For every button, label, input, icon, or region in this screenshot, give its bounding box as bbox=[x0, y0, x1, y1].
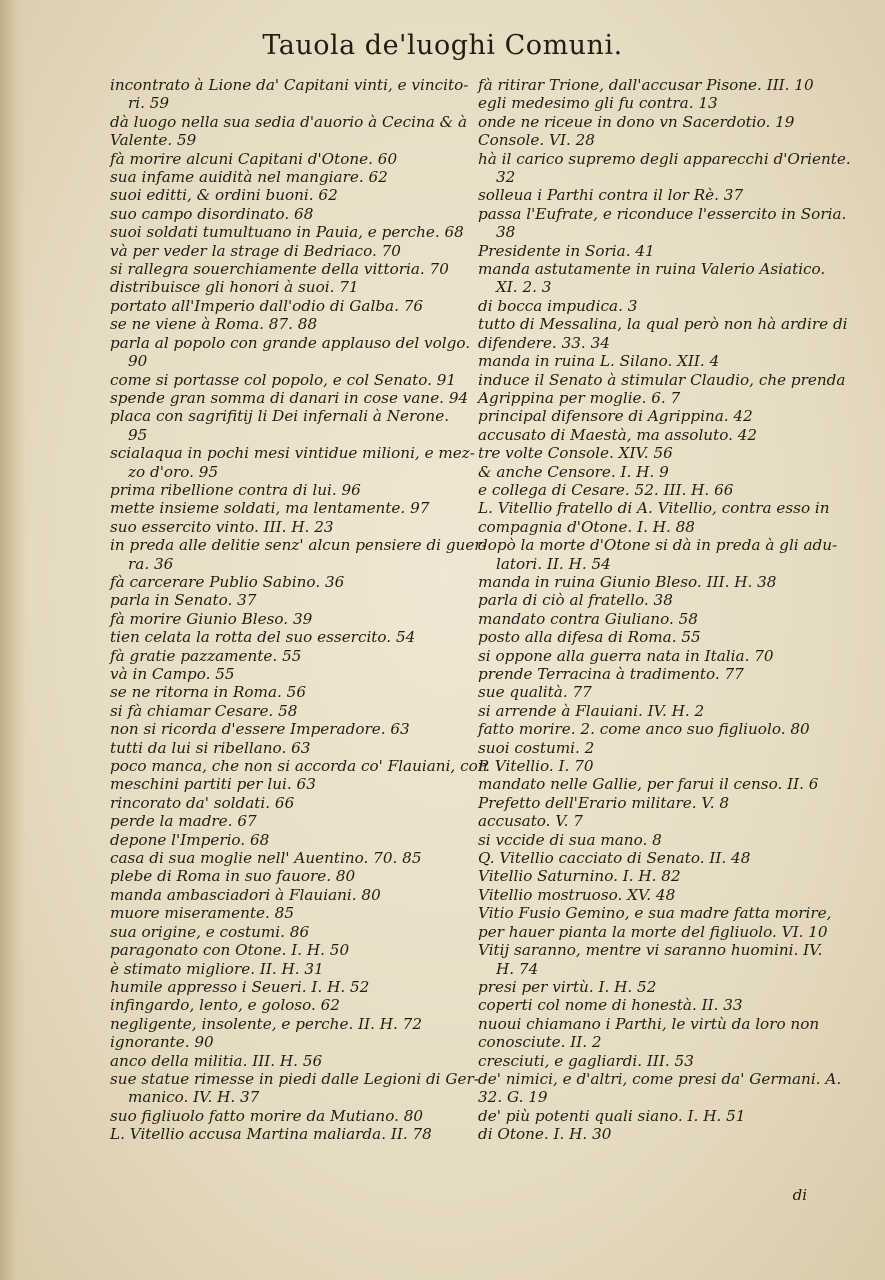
index-entry: XI. 2. 3 bbox=[496, 278, 552, 297]
index-entry: posto alla difesa di Roma. 55 bbox=[478, 628, 701, 647]
index-entry: incontrato à Lione da' Capitani vinti, e vincito- bbox=[110, 76, 469, 94]
index-entry: passa l'Eufrate, e riconduce l'essercito in Soria. bbox=[478, 204, 847, 223]
index-entry: suo essercito vinto. III. H. 23 bbox=[110, 517, 334, 536]
index-entry: manda astutamente in ruina Valerio Asiatico. bbox=[478, 260, 826, 279]
index-entry: manico. IV. H. 37 bbox=[128, 1088, 260, 1107]
index-entry: Vitio Fusio Gemino, e sua madre fatta morire, bbox=[478, 904, 832, 923]
index-entry: dopò la morte d'Otone si dà in preda à gli adu- bbox=[478, 536, 838, 555]
index-entry: conosciute. II. 2 bbox=[478, 1033, 602, 1052]
index-entry: si vccide di sua mano. 8 bbox=[478, 830, 662, 849]
index-entry: suoi editti, & ordini buoni. 62 bbox=[110, 186, 338, 205]
index-entry: Prefetto dell'Erario militare. V. 8 bbox=[478, 793, 730, 812]
index-entry: rincorato da' soldati. 66 bbox=[110, 793, 295, 812]
index-entry: de' più potenti quali siano. I. H. 51 bbox=[478, 1106, 746, 1125]
index-entry: và in Campo. 55 bbox=[110, 665, 235, 683]
index-entry: cresciuti, e gagliardi. III. 53 bbox=[478, 1051, 694, 1070]
index-entry: fà gratie pazzamente. 55 bbox=[110, 646, 302, 665]
page-title: Tauola de'luoghi Comuni. bbox=[262, 30, 623, 61]
index-entry: Valente. 59 bbox=[110, 131, 197, 150]
index-entry: di Otone. I. H. 30 bbox=[478, 1125, 612, 1144]
index-entry: L. Vitellio fratello di A. Vitellio, contra esso in bbox=[478, 499, 830, 518]
index-entry: accusato. V. 7 bbox=[478, 812, 583, 831]
index-entry: paragonato con Otone. I. H. 50 bbox=[110, 941, 350, 960]
index-entry: perde la madre. 67 bbox=[110, 812, 257, 831]
index-entry: presi per virtù. I. H. 52 bbox=[478, 977, 657, 996]
index-entry: suoi costumi. 2 bbox=[478, 738, 595, 757]
index-entry: parla di ciò al fratello. 38 bbox=[478, 591, 673, 610]
index-entry: infingardo, lento, e goloso. 62 bbox=[110, 996, 340, 1015]
index-entry: Q. Vitellio cacciato di Senato. II. 48 bbox=[478, 849, 751, 868]
index-entry: manda ambasciadori à Flauiani. 80 bbox=[110, 885, 381, 904]
index-entry: solleua i Parthi contra il lor Rè. 37 bbox=[478, 186, 744, 205]
index-column-left bbox=[110, 76, 490, 1144]
index-entry: 38 bbox=[496, 223, 516, 242]
index-entry: depone l'Imperio. 68 bbox=[110, 830, 270, 849]
index-entry: casa di sua moglie nell' Auentino. 70. 85 bbox=[110, 849, 422, 868]
index-entry: fà carcerare Publio Sabino. 36 bbox=[110, 572, 345, 591]
index-entry: ra. 36 bbox=[128, 554, 174, 573]
index-entry: humile appresso i Seueri. I. H. 52 bbox=[110, 977, 370, 996]
index-entry: induce il Senato à stimular Claudio, che prenda bbox=[478, 370, 846, 389]
index-entry: in preda alle delitie senz' alcun pensiere di guer- bbox=[110, 536, 487, 555]
index-entry: difendere. 33. 34 bbox=[478, 333, 610, 352]
index-entry: negligente, insolente, e perche. II. H. 72 bbox=[110, 1014, 422, 1033]
index-entry: anco della militia. III. H. 56 bbox=[110, 1051, 323, 1070]
index-entry: si arrende à Flauiani. IV. H. 2 bbox=[478, 701, 705, 720]
index-entry: ignorante. 90 bbox=[110, 1033, 214, 1052]
index-entry: non si ricorda d'essere Imperadore. 63 bbox=[110, 720, 410, 739]
index-entry: tre volte Console. XIV. 56 bbox=[478, 444, 673, 463]
index-entry: 90 bbox=[128, 352, 148, 371]
index-entry: 95 bbox=[128, 425, 148, 444]
index-entry: Presidente in Soria. 41 bbox=[478, 241, 655, 260]
index-entry: Vitij saranno, mentre vi saranno huomini. IV. bbox=[478, 941, 823, 960]
index-entry: come si portasse col popolo, e col Senato. 91 bbox=[110, 370, 457, 389]
index-entry: coperti col nome di honestà. II. 33 bbox=[478, 996, 743, 1015]
index-entry: ri. 59 bbox=[128, 94, 170, 113]
index-entry: prima ribellione contra di lui. 96 bbox=[110, 480, 361, 499]
index-entry: spende gran somma di danari in cose vane. 94 bbox=[110, 388, 469, 407]
index-entry: sue statue rimesse in piedi dalle Legioni di Ger- bbox=[110, 1069, 479, 1088]
index-entry: parla al popolo con grande applauso del volgo. bbox=[110, 333, 471, 352]
index-entry: mette insieme soldati, ma lentamente. 97 bbox=[110, 499, 430, 518]
index-entry: accusato di Maestà, ma assoluto. 42 bbox=[478, 425, 758, 444]
index-entry: 32. G. 19 bbox=[478, 1088, 548, 1107]
index-entry: muore miseramente. 85 bbox=[110, 904, 295, 923]
index-entry: manda in ruina L. Silano. XII. 4 bbox=[478, 352, 720, 371]
index-entry: si fà chiamar Cesare. 58 bbox=[110, 701, 298, 720]
index-entry: fà morire alcuni Capitani d'Otone. 60 bbox=[110, 149, 398, 168]
index-entry: compagnia d'Otone. I. H. 88 bbox=[478, 517, 695, 536]
index-entry: mandato contra Giuliano. 58 bbox=[478, 609, 698, 628]
index-entry: onde ne riceue in dono vn Sacerdotio. 19 bbox=[478, 112, 795, 131]
index-entry: di bocca impudica. 3 bbox=[478, 296, 638, 315]
index-entry: sue qualità. 77 bbox=[478, 683, 592, 702]
index-entry: suo campo disordinato. 68 bbox=[110, 204, 314, 223]
index-entry: per hauer pianta la morte del figliuolo. VI. 10 bbox=[478, 922, 828, 941]
index-entry: suoi soldati tumultuano in Pauia, e perche. 68 bbox=[110, 223, 464, 242]
index-entry: se ne ritorna in Roma. 56 bbox=[110, 683, 306, 702]
index-entry: tien celata la rotta del suo essercito. 54 bbox=[110, 628, 416, 647]
index-entry: fà morire Giunio Bleso. 39 bbox=[110, 609, 313, 628]
index-entry: egli medesimo gli fu contra. 13 bbox=[478, 94, 718, 113]
index-entry: tutto di Messalina, la qual però non hà ardire di bbox=[478, 315, 848, 334]
index-entry: poco manca, che non si accorda co' Flauiani, con bbox=[110, 757, 488, 776]
index-entry: Vitellio mostruoso. XV. 48 bbox=[478, 885, 676, 904]
index-entry: và per veder la strage di Bedriaco. 70 bbox=[110, 241, 401, 260]
index-entry: se ne viene à Roma. 87. 88 bbox=[110, 315, 318, 334]
index-entry: L. Vitellio accusa Martina maliarda. II. 78 bbox=[110, 1125, 432, 1144]
index-entry: distribuisce gli honori à suoi. 71 bbox=[110, 278, 359, 297]
index-entry: zo d'oro. 95 bbox=[128, 462, 219, 481]
index-entry: e collega di Cesare. 52. III. H. 66 bbox=[478, 480, 734, 499]
index-entry: si oppone alla guerra nata in Italia. 70 bbox=[478, 646, 774, 665]
index-entry: scialaqua in pochi mesi vintidue milioni, e mez- bbox=[110, 444, 475, 463]
index-entry: fatto morire. 2. come anco suo figliuolo. 80 bbox=[478, 720, 810, 739]
index-entry: principal difensore di Agrippina. 42 bbox=[478, 407, 753, 426]
catchword: di bbox=[792, 1186, 807, 1204]
index-entry: & anche Censore. I. H. 9 bbox=[478, 462, 669, 481]
index-column-right bbox=[478, 76, 851, 1144]
index-entry: plebe di Roma in suo fauore. 80 bbox=[110, 867, 356, 886]
index-entry: dà luogo nella sua sedia d'auorio à Cecina & à bbox=[110, 112, 468, 131]
index-entry: hà il carico supremo degli apparecchi d'Oriente. bbox=[478, 149, 851, 168]
index-entry: meschini partiti per lui. 63 bbox=[110, 775, 316, 794]
index-entry: parla in Senato. 37 bbox=[110, 591, 257, 610]
index-entry: fà ritirar Trione, dall'accusar Pisone. III. 10 bbox=[478, 76, 814, 94]
index-entry: tutti da lui si ribellano. 63 bbox=[110, 738, 311, 757]
index-entry: Console. VI. 28 bbox=[478, 131, 595, 150]
index-entry: sua origine, e costumi. 86 bbox=[110, 922, 310, 941]
index-entry: suo figliuolo fatto morire da Mutiano. 80 bbox=[110, 1106, 424, 1125]
index-entry: sua infame auidità nel mangiare. 62 bbox=[110, 168, 388, 187]
index-entry: placa con sagrifitij li Dei infernali à Nerone. bbox=[110, 407, 450, 426]
index-entry: si rallegra souerchiamente della vittoria. 70 bbox=[110, 260, 449, 279]
index-entry: è stimato migliore. II. H. 31 bbox=[110, 959, 324, 978]
index-entry: nuoui chiamano i Parthi, le virtù da loro non bbox=[478, 1014, 820, 1033]
index-entry: prende Terracina à tradimento. 77 bbox=[478, 665, 744, 683]
index-entry: Vitellio Saturnino. I. H. 82 bbox=[478, 867, 681, 886]
index-entry: de' nimici, e d'altri, come presi da' Germani. A. bbox=[478, 1069, 842, 1088]
index-entry: latori. II. H. 54 bbox=[496, 554, 611, 573]
index-entry: mandato nelle Gallie, per farui il censo. II. 6 bbox=[478, 775, 819, 794]
index-entry: manda in ruina Giunio Bleso. III. H. 38 bbox=[478, 572, 777, 591]
index-entry: H. 74 bbox=[496, 959, 539, 978]
index-entry: P. Vitellio. I. 70 bbox=[478, 757, 594, 776]
page-spine-shadow bbox=[0, 0, 26, 1280]
index-entry: 32 bbox=[496, 168, 516, 187]
index-entry: Agrippina per moglie. 6. 7 bbox=[478, 388, 681, 407]
index-entry: portato all'Imperio dall'odio di Galba. 76 bbox=[110, 296, 424, 315]
